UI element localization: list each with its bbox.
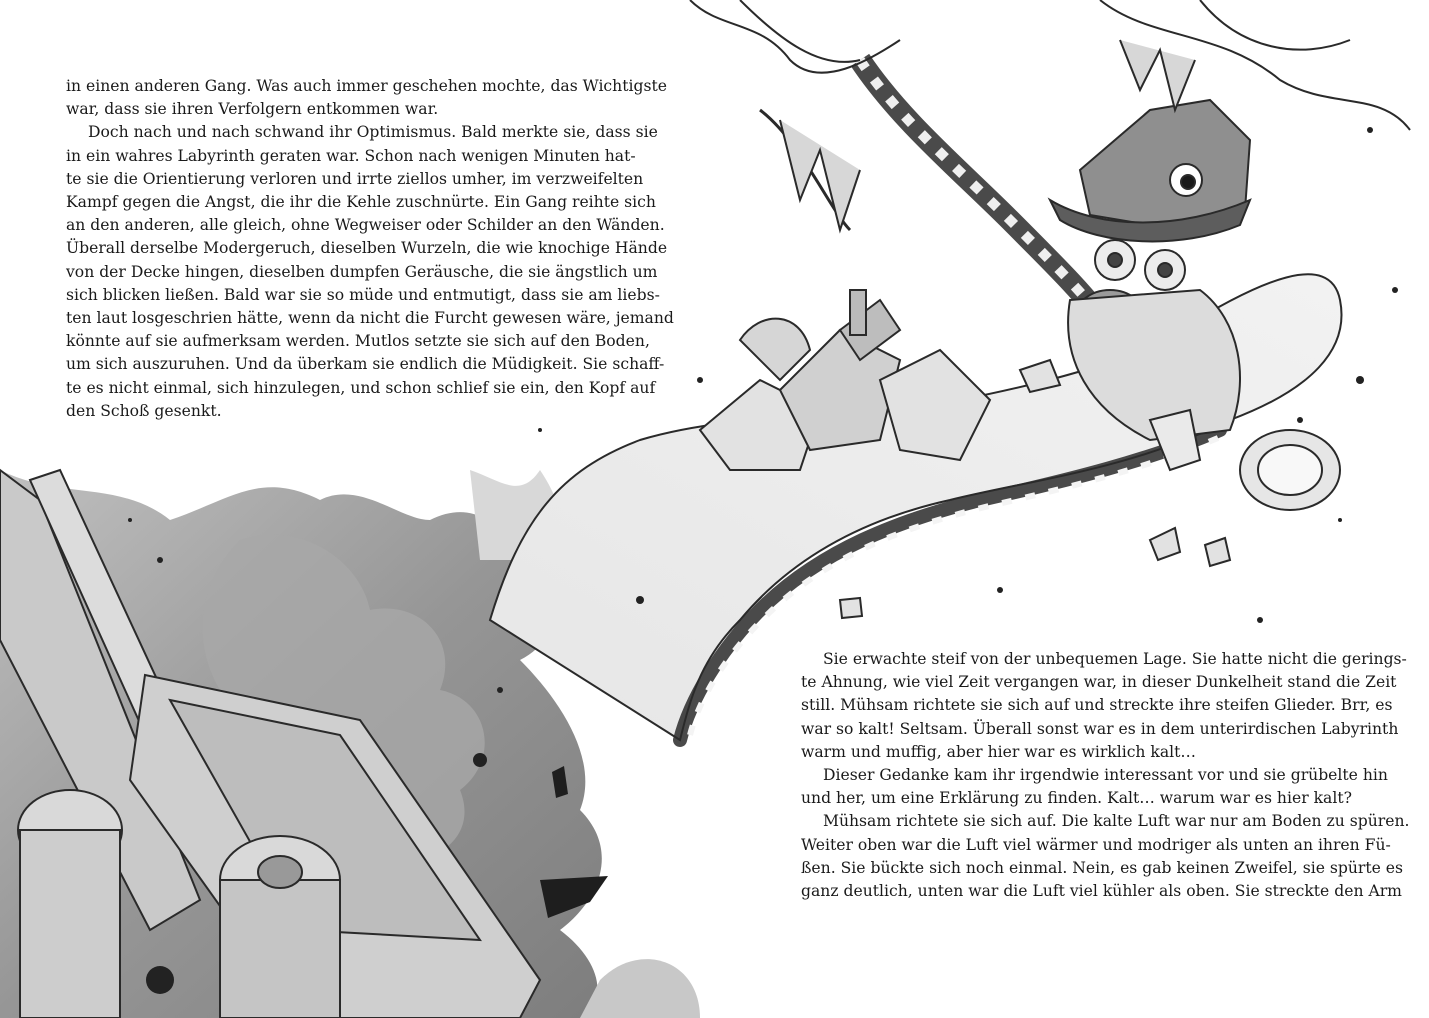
text-line: te es nicht einmal, sich hinzulegen, und schon schlief sie ein, den Kopf auf — [66, 378, 656, 397]
paragraph — [66, 75, 667, 121]
text-line: Weiter oben war die Luft viel wärmer und modriger als unten an ihren Fü- — [801, 835, 1391, 854]
paragraph — [801, 810, 1410, 903]
right-page-text — [801, 648, 1410, 903]
text-line: ten laut losgeschrien hätte, wenn da nicht die Furcht gewesen wäre, jemand — [66, 309, 674, 328]
text-line: still. Mühsam richtete sie sich auf und streckte ihre steifen Glieder. Brr, es — [801, 696, 1393, 715]
text-line: könnte auf sie aufmerksam werden. Mutlos setzte sie sich auf den Boden, — [66, 332, 650, 351]
text-line: ßen. Sie bückte sich noch einmal. Nein, es gab keinen Zweifel, sie spürte es — [801, 858, 1404, 877]
text-line: um sich auszuruhen. Und da überkam sie endlich die Müdigkeit. Sie schaff- — [66, 355, 665, 374]
text-line: Dieser Gedanke kam ihr irgendwie interessant vor und sie grübelte hin — [823, 766, 1388, 785]
hanging-roots — [690, 0, 1410, 230]
text-line: den Schoß gesenkt. — [66, 401, 222, 420]
text-line: in einen anderen Gang. Was auch immer geschehen mochte, das Wichtigste — [66, 77, 667, 95]
left-page-text — [66, 75, 674, 423]
paragraph — [801, 648, 1407, 764]
text-line: te sie die Orientierung verloren und irrte ziellos umher, im verzweifelten — [66, 169, 644, 188]
paragraph — [66, 121, 674, 423]
text-line: Mühsam richtete sie sich auf. Die kalte Luft war nur am Boden zu spüren. — [823, 812, 1410, 831]
text-line: Überall derselbe Modergeruch, dieselben Wurzeln, die wie knochige Hände — [66, 239, 668, 258]
text-line: und her, um eine Erklärung zu finden. Kalt… warum war es hier kalt? — [801, 789, 1352, 808]
text-line: ganz deutlich, unten war die Luft viel kühler als oben. Sie streckte den Arm — [801, 882, 1402, 901]
text-line: sich blicken ließen. Bald war sie so müde und entmutigt, dass sie am liebs- — [66, 285, 660, 304]
text-line: war so kalt! Seltsam. Überall sonst war es in dem unterirdischen Labyrinth — [801, 719, 1399, 738]
text-line: warm und muffig, aber hier war es wirklich kalt… — [801, 742, 1197, 761]
text-line: Sie erwachte steif von der unbequemen Lage. Sie hatte nicht die gerings- — [823, 650, 1407, 668]
text-line: Kampf gegen die Angst, die ihr die Kehle zuschnürte. Ein Gang reihte sich — [66, 193, 656, 212]
text-line: an den anderen, alle gleich, ohne Wegweiser oder Schilder an den Wänden. — [66, 216, 665, 235]
text-line: te Ahnung, wie viel Zeit vergangen war, in dieser Dunkelheit stand die Zeit — [801, 673, 1397, 692]
paragraph — [801, 764, 1388, 810]
text-line: von der Decke hingen, dieselben dumpfen Geräusche, die sie ängstlich um — [66, 262, 658, 281]
text-line: Doch nach und nach schwand ihr Optimismus. Bald merkte sie, dass sie — [88, 123, 658, 142]
text-line: in ein wahres Labyrinth geraten war. Schon nach wenigen Minuten hat- — [66, 146, 636, 165]
text-line: war, dass sie ihren Verfolgern entkommen war. — [66, 100, 439, 119]
